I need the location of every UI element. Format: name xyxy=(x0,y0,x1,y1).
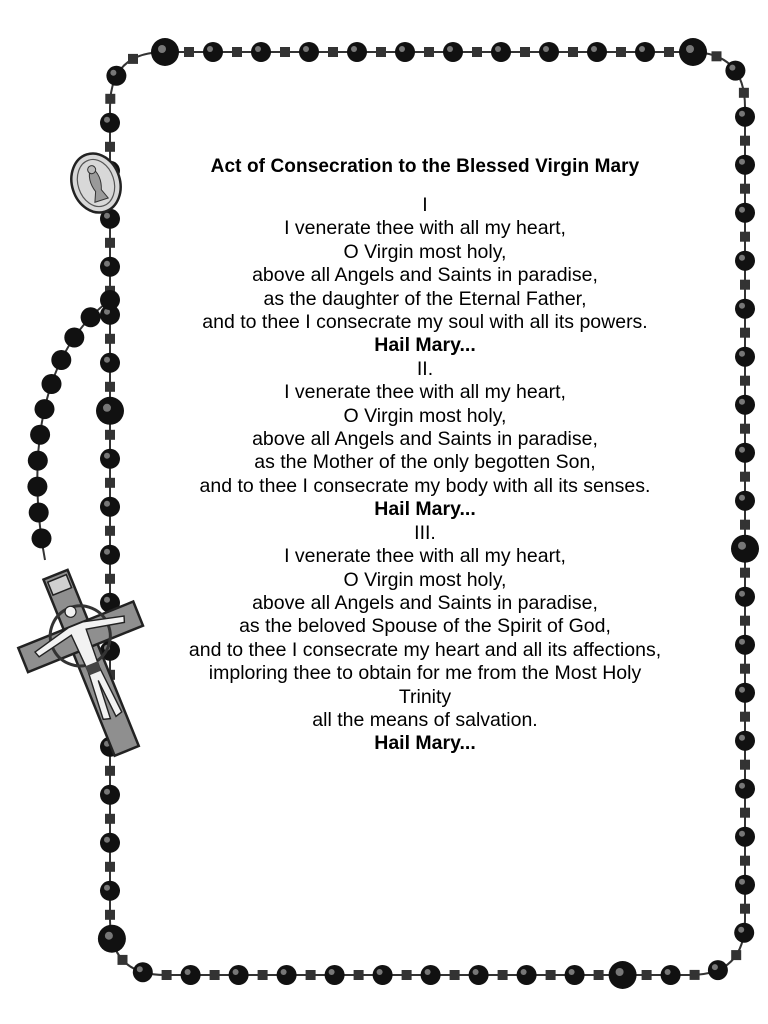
rosary-bead xyxy=(539,42,559,62)
prayer-line: I venerate thee with all my heart, xyxy=(284,545,566,568)
rosary-bead xyxy=(100,449,120,469)
section-2 xyxy=(140,358,710,522)
chain-link xyxy=(105,142,115,152)
rosary-bead xyxy=(735,683,755,703)
prayer-line: Trinity xyxy=(398,685,452,708)
rosary-bead xyxy=(133,962,153,982)
chain-link xyxy=(105,478,115,488)
rosary-bead xyxy=(106,66,126,86)
prayer-line: as the beloved Spouse of the Spirit of God, xyxy=(239,615,611,638)
rosary-bead xyxy=(735,635,755,655)
chain-link xyxy=(740,616,750,626)
chain-link xyxy=(740,280,750,290)
bead-highlight xyxy=(665,969,671,975)
rosary-bead xyxy=(734,923,754,943)
prayer-line: and to thee I consecrate my heart and all its affections, xyxy=(188,638,662,661)
rosary-bead xyxy=(735,251,755,271)
section-numeral: I xyxy=(422,194,428,216)
bead-highlight xyxy=(104,549,110,555)
chain-link xyxy=(402,970,412,980)
rosary-bead xyxy=(735,491,755,511)
chain-link xyxy=(184,47,194,57)
bead-highlight xyxy=(591,46,597,52)
section-numeral: III. xyxy=(414,521,436,544)
rosary-bead xyxy=(151,38,179,66)
bead-highlight xyxy=(616,968,624,976)
chain-link xyxy=(376,47,386,57)
bead-highlight xyxy=(329,969,335,975)
bead-highlight xyxy=(104,885,110,891)
rosary-bead xyxy=(735,827,755,847)
rosary-bead xyxy=(29,503,49,523)
rosary-bead xyxy=(661,965,681,985)
bead-highlight xyxy=(104,357,110,363)
rosary-bead xyxy=(98,925,126,953)
chain-link xyxy=(740,328,750,338)
rosary-bead xyxy=(51,350,71,370)
rosary-bead xyxy=(735,779,755,799)
rosary-bead xyxy=(443,42,463,62)
rosary-bead xyxy=(100,113,120,133)
rosary-bead xyxy=(735,395,755,415)
prayer-line: and to thee I consecrate my body with all its senses. xyxy=(199,474,651,497)
chain-link xyxy=(232,47,242,57)
rosary-bead xyxy=(735,875,755,895)
chain-link xyxy=(105,862,115,872)
rosary-bead xyxy=(229,965,249,985)
bead-highlight xyxy=(739,687,745,693)
chain-link xyxy=(740,136,750,146)
chain-link xyxy=(472,47,482,57)
chain-link xyxy=(568,47,578,57)
rosary-bead xyxy=(81,307,101,327)
bead-highlight xyxy=(473,969,479,975)
chain-link xyxy=(210,970,220,980)
bead-highlight xyxy=(110,70,116,76)
section-3 xyxy=(140,522,710,756)
rosary-bead xyxy=(373,965,393,985)
bead-highlight xyxy=(281,969,287,975)
rosary-bead xyxy=(347,42,367,62)
chain-link xyxy=(740,472,750,482)
chain-link xyxy=(105,766,115,776)
bead-highlight xyxy=(543,46,549,52)
bead-highlight xyxy=(739,783,745,789)
bead-highlight xyxy=(739,639,745,645)
rosary-bead xyxy=(587,42,607,62)
rosary-bead xyxy=(731,535,759,563)
rosary-bead xyxy=(735,443,755,463)
rosary-bead xyxy=(181,965,201,985)
bead-highlight xyxy=(377,969,383,975)
chain-link xyxy=(739,88,749,98)
chain-link xyxy=(740,232,750,242)
bead-highlight xyxy=(103,404,111,412)
bead-highlight xyxy=(739,399,745,405)
rosary-bead xyxy=(735,347,755,367)
bead-highlight xyxy=(739,303,745,309)
chain-link xyxy=(258,970,268,980)
chain-link xyxy=(740,568,750,578)
bead-highlight xyxy=(104,213,110,219)
rosary-bead xyxy=(277,965,297,985)
rosary-bead xyxy=(609,961,637,989)
hail-mary-line: Hail Mary... xyxy=(374,334,476,357)
rosary-bead xyxy=(299,42,319,62)
chain-link xyxy=(520,47,530,57)
bead-highlight xyxy=(351,46,357,52)
chain-link xyxy=(105,910,115,920)
chain-link xyxy=(306,970,316,980)
bead-highlight xyxy=(105,932,113,940)
bead-highlight xyxy=(739,447,745,453)
section-1 xyxy=(140,194,710,358)
bead-highlight xyxy=(739,111,745,117)
rosary-bead xyxy=(517,965,537,985)
prayer-line: as the daughter of the Eternal Father, xyxy=(263,287,587,310)
rosary-bead xyxy=(100,290,120,310)
rosary-bead xyxy=(100,353,120,373)
chain-link xyxy=(731,950,741,960)
chain-link xyxy=(128,54,138,64)
bead-highlight xyxy=(303,46,309,52)
bead-highlight xyxy=(104,453,110,459)
rosary-bead xyxy=(421,965,441,985)
bead-highlight xyxy=(104,837,110,843)
rosary-bead xyxy=(100,257,120,277)
chain-link xyxy=(105,574,115,584)
prayer-line: I venerate thee with all my heart, xyxy=(284,381,566,404)
rosary-bead xyxy=(679,38,707,66)
rosary-bead xyxy=(35,399,55,419)
chain-link xyxy=(740,664,750,674)
chain-link xyxy=(740,424,750,434)
rosary-bead xyxy=(100,785,120,805)
bead-highlight xyxy=(739,831,745,837)
prayer-line: and to thee I consecrate my soul with all its powers. xyxy=(202,311,648,334)
rosary-bead xyxy=(725,61,745,81)
rosary-bead xyxy=(708,960,728,980)
rosary-bead xyxy=(203,42,223,62)
prayer-line: above all Angels and Saints in paradise, xyxy=(252,591,598,614)
chain-link xyxy=(424,47,434,57)
hail-mary-line: Hail Mary... xyxy=(374,732,476,755)
bead-highlight xyxy=(738,927,744,933)
rosary-bead xyxy=(251,42,271,62)
chain-link xyxy=(328,47,338,57)
prayer-line: I venerate thee with all my heart, xyxy=(284,217,566,240)
bead-highlight xyxy=(569,969,575,975)
hail-mary-line: Hail Mary... xyxy=(374,498,476,521)
bead-highlight xyxy=(104,261,110,267)
rosary-bead xyxy=(42,374,62,394)
bead-highlight xyxy=(521,969,527,975)
bead-highlight xyxy=(739,207,745,213)
chain-link xyxy=(740,712,750,722)
bead-highlight xyxy=(712,964,718,970)
bead-highlight xyxy=(207,46,213,52)
bead-highlight xyxy=(639,46,645,52)
bead-highlight xyxy=(686,45,694,53)
chain-link xyxy=(105,526,115,536)
rosary-bead xyxy=(491,42,511,62)
bead-highlight xyxy=(739,735,745,741)
rosary-bead xyxy=(28,451,48,471)
prayer-line: O Virgin most holy, xyxy=(343,568,507,591)
rosary-bead xyxy=(469,965,489,985)
bead-highlight xyxy=(425,969,431,975)
chain-link xyxy=(642,970,652,980)
rosary-bead xyxy=(30,425,50,445)
document-title: Act of Consecration to the Blessed Virgin Mary xyxy=(210,156,640,177)
chain-link xyxy=(712,51,722,61)
rosary-bead xyxy=(27,477,47,497)
chain-link xyxy=(162,970,172,980)
chain-link xyxy=(105,814,115,824)
chain-link xyxy=(740,376,750,386)
chain-link xyxy=(105,334,115,344)
chain-link xyxy=(450,970,460,980)
rosary-bead xyxy=(735,731,755,751)
bead-highlight xyxy=(104,597,110,603)
bead-highlight xyxy=(447,46,453,52)
rosary-bead xyxy=(635,42,655,62)
prayer-text xyxy=(140,154,710,756)
prayer-line: as the Mother of the only begotten Son, xyxy=(254,451,596,474)
bead-highlight xyxy=(739,591,745,597)
chain-link xyxy=(740,184,750,194)
rosary-bead xyxy=(100,881,120,901)
bead-highlight xyxy=(738,542,746,550)
chain-link xyxy=(664,47,674,57)
bead-highlight xyxy=(399,46,405,52)
rosary-bead xyxy=(64,328,84,348)
bead-highlight xyxy=(739,159,745,165)
chain-link xyxy=(280,47,290,57)
bead-highlight xyxy=(185,969,191,975)
chain-link xyxy=(105,430,115,440)
prayer-line: imploring thee to obtain for me from the Most Holy xyxy=(208,662,642,685)
chain-link xyxy=(740,520,750,530)
bead-highlight xyxy=(739,351,745,357)
prayer-line: all the means of salvation. xyxy=(312,708,538,731)
rosary-bead xyxy=(735,299,755,319)
rosary-bead xyxy=(96,397,124,425)
bead-highlight xyxy=(739,495,745,501)
bead-highlight xyxy=(104,789,110,795)
bead-highlight xyxy=(739,255,745,261)
miraculous-medal-icon xyxy=(64,147,128,219)
bead-highlight xyxy=(137,966,143,972)
rosary-bead xyxy=(395,42,415,62)
bead-highlight xyxy=(495,46,501,52)
chain-link xyxy=(105,238,115,248)
bead-highlight xyxy=(233,969,239,975)
chain-link xyxy=(498,970,508,980)
bead-highlight xyxy=(104,117,110,123)
bead-highlight xyxy=(158,45,166,53)
rosary-bead xyxy=(735,107,755,127)
section-numeral: II. xyxy=(416,357,434,380)
chain-link xyxy=(105,382,115,392)
prayer-line: O Virgin most holy, xyxy=(343,404,507,427)
chain-link xyxy=(118,955,128,965)
chain-link xyxy=(690,970,700,980)
bead-highlight xyxy=(739,879,745,885)
bead-highlight xyxy=(729,65,735,71)
rosary-bead xyxy=(735,203,755,223)
chain-link xyxy=(546,970,556,980)
chain-link xyxy=(740,760,750,770)
chain-link xyxy=(740,856,750,866)
rosary-bead xyxy=(325,965,345,985)
prayer-line: O Virgin most holy, xyxy=(343,240,507,263)
rosary-bead xyxy=(735,587,755,607)
rosary-bead xyxy=(100,545,120,565)
chain-link xyxy=(616,47,626,57)
bead-highlight xyxy=(104,501,110,507)
prayer-line: above all Angels and Saints in paradise, xyxy=(252,264,598,287)
rosary-bead xyxy=(100,833,120,853)
chain-link xyxy=(105,94,115,104)
chain-link xyxy=(740,808,750,818)
chain-link xyxy=(354,970,364,980)
rosary-bead xyxy=(100,497,120,517)
chain-link xyxy=(740,904,750,914)
chain-link xyxy=(594,970,604,980)
rosary-bead xyxy=(735,155,755,175)
prayer-line: above all Angels and Saints in paradise, xyxy=(252,428,598,451)
bead-highlight xyxy=(255,46,261,52)
rosary-bead xyxy=(565,965,585,985)
rosary-bead xyxy=(32,528,52,548)
